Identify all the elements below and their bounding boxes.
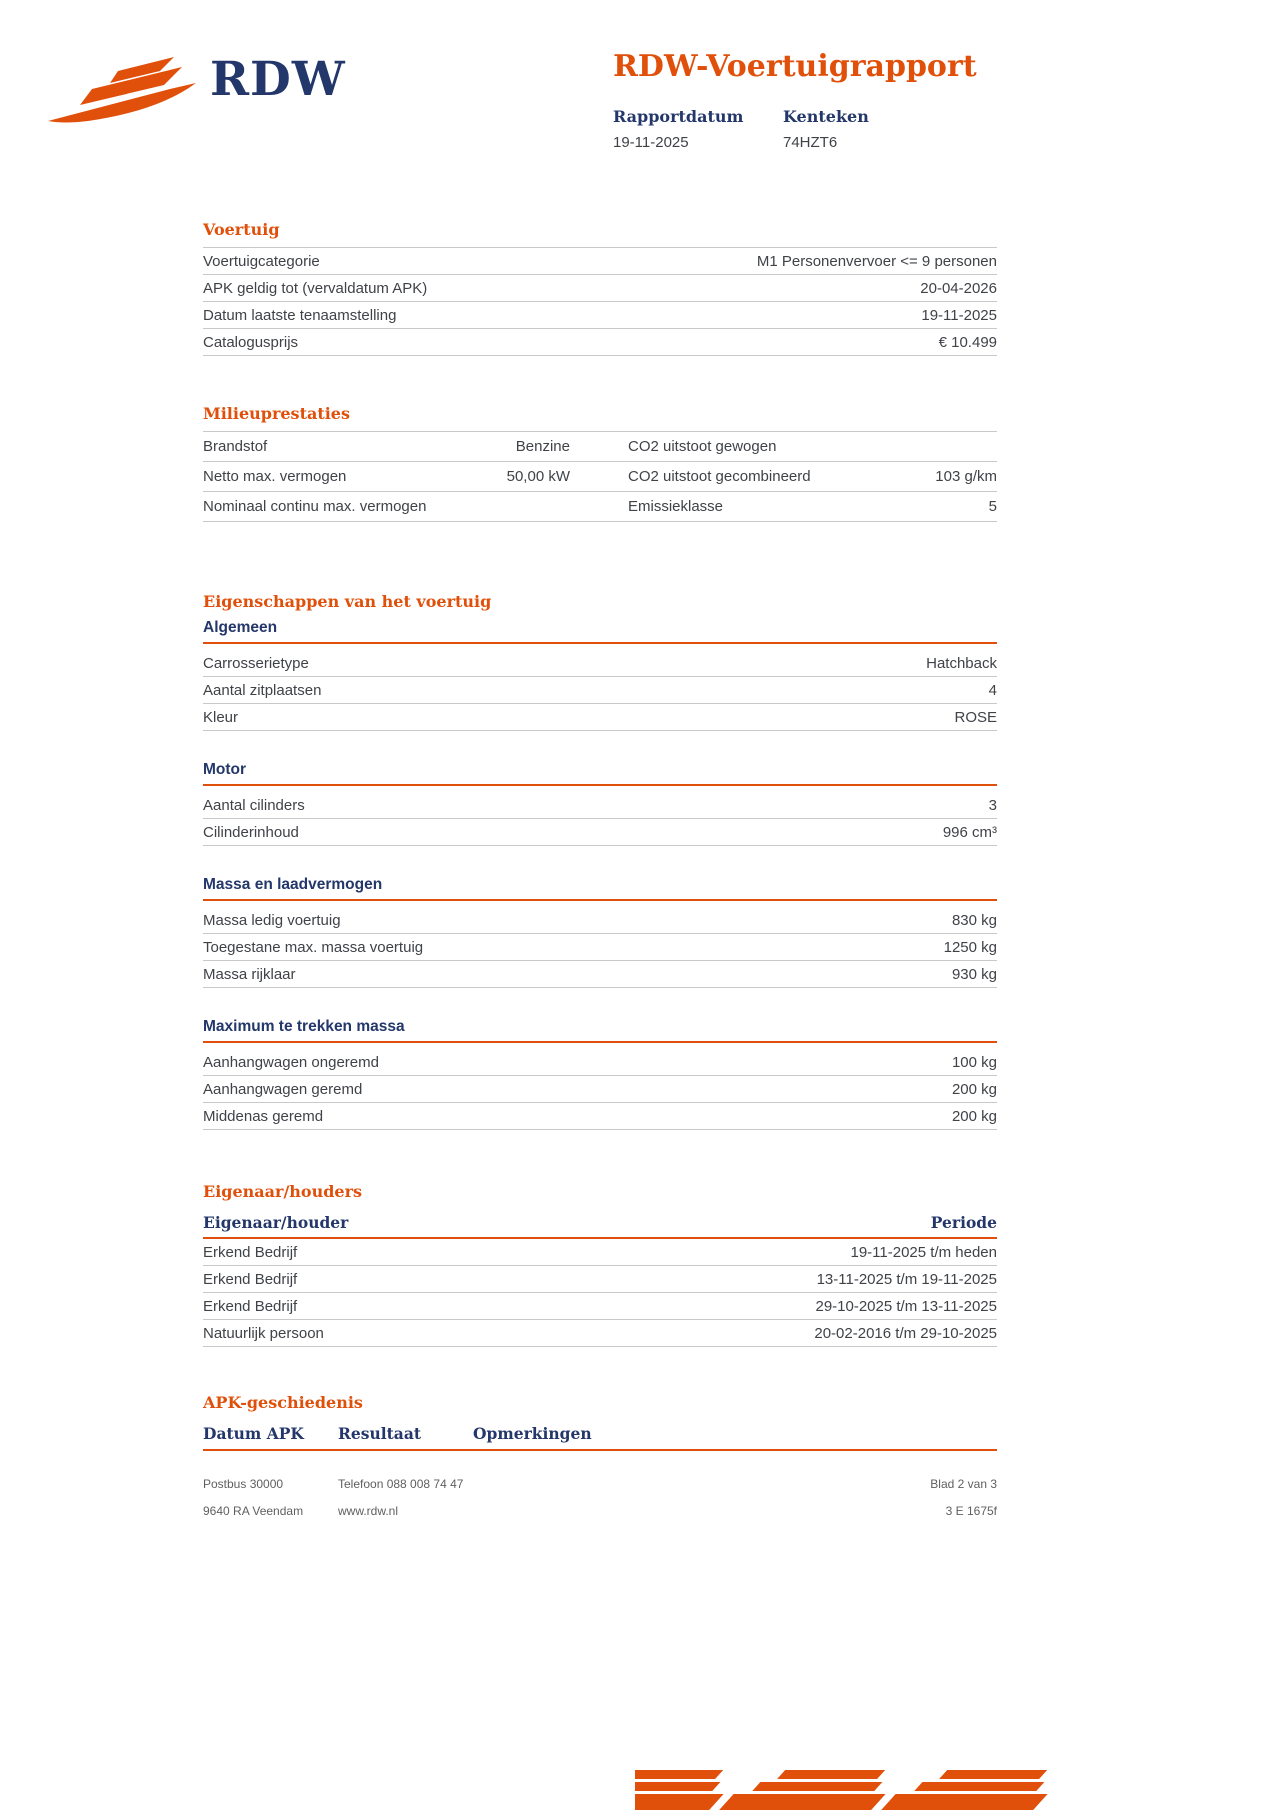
row-value: 200 kg (951, 1080, 997, 1098)
rdw-logo (46, 54, 346, 134)
footer-website: www.rdw.nl (338, 1504, 399, 1518)
rdw-stripes-icon (635, 1768, 1115, 1812)
row-label: Kleur (203, 708, 239, 726)
row-label: Brandstof (203, 438, 268, 455)
row-value: ROSE (954, 708, 997, 726)
section-apk (203, 1393, 997, 1451)
table-row (203, 907, 997, 934)
apk-column-resultaat: Resultaat (338, 1424, 422, 1443)
footer-doc-code: 3 E 1675f (945, 1504, 997, 1518)
table-row (203, 1293, 997, 1320)
owner-column-header: Eigenaar/houder (203, 1213, 349, 1232)
row-label: Aantal zitplaatsen (203, 681, 322, 699)
subsection-trekken (203, 1018, 997, 1130)
row-value: 5 (988, 498, 997, 515)
row-value: 1250 kg (943, 938, 997, 956)
report-date-value: 19-11-2025 (613, 134, 689, 151)
table-row (203, 934, 997, 961)
table-row (203, 961, 997, 988)
table-row (203, 432, 997, 462)
rdw-stripes-graphic (635, 1768, 1115, 1812)
table-row (203, 677, 997, 704)
row-label: Middenas geremd (203, 1107, 324, 1125)
table-row (203, 1266, 997, 1293)
license-plate-label: Kenteken (783, 107, 869, 126)
section-eigenschappen (203, 592, 997, 1130)
report-body (0, 220, 1280, 1518)
table-row (203, 302, 997, 329)
table-row (203, 819, 997, 846)
row-value: 200 kg (951, 1107, 997, 1125)
table-row (203, 329, 997, 356)
owner-period: 20-02-2016 t/m 29-10-2025 (814, 1324, 997, 1342)
row-label: CO2 uitstoot gewogen (628, 438, 777, 455)
row-label: Aanhangwagen geremd (203, 1080, 363, 1098)
footer-page-number: Blad 2 van 3 (930, 1477, 997, 1491)
table-row (203, 704, 997, 731)
section-eigenaar (203, 1182, 997, 1347)
row-value: M1 Personenvervoer <= 9 personen (756, 252, 997, 270)
owner-period: 19-11-2025 t/m heden (850, 1243, 997, 1261)
page-title: RDW-Voertuigrapport (613, 49, 977, 84)
owner-name: Erkend Bedrijf (203, 1297, 298, 1315)
footer-address-line2: 9640 RA Veendam (203, 1504, 304, 1518)
section-heading-voertuig: Voertuig (203, 220, 280, 239)
table-row (203, 462, 997, 492)
table-row (203, 792, 997, 819)
row-label: Emissieklasse (628, 498, 724, 515)
section-heading-eigenschappen: Eigenschappen van het voertuig (203, 592, 492, 611)
section-voertuig (203, 220, 997, 356)
row-label: Cilinderinhoud (203, 823, 299, 841)
footer-address-line1: Postbus 30000 (203, 1477, 284, 1491)
row-value: 930 kg (951, 965, 997, 983)
row-value: 103 g/km (935, 468, 997, 485)
section-heading-eigenaar: Eigenaar/houders (203, 1182, 363, 1201)
report-date-block (613, 107, 783, 151)
subsection-title-massa: Massa en laadvermogen (203, 876, 997, 901)
apk-column-datum: Datum APK (203, 1424, 304, 1443)
row-label: Aanhangwagen ongeremd (203, 1053, 379, 1071)
table-row (203, 1239, 997, 1266)
row-value: 3 (988, 796, 997, 814)
table-row (203, 492, 997, 522)
row-value: 996 cm³ (942, 823, 997, 841)
table-row (203, 1103, 997, 1130)
row-value: 20-04-2026 (920, 279, 997, 297)
footer-phone: Telefoon 088 008 74 47 (338, 1477, 464, 1491)
row-label: Nominaal continu max. vermogen (203, 498, 427, 515)
row-value: 100 kg (951, 1053, 997, 1071)
report-meta (613, 107, 997, 151)
section-heading-milieuprestaties: Milieuprestaties (203, 404, 350, 423)
row-value: € 10.499 (938, 333, 997, 351)
table-row (203, 275, 997, 302)
subsection-algemeen (203, 619, 997, 731)
table-row (203, 1320, 997, 1347)
table-row (203, 650, 997, 677)
rdw-wing-icon (46, 54, 196, 134)
license-plate-block (783, 107, 869, 151)
owner-period: 13-11-2025 t/m 19-11-2025 (816, 1270, 997, 1288)
owner-name: Erkend Bedrijf (203, 1270, 298, 1288)
row-label: Toegestane max. massa voertuig (203, 938, 424, 956)
subsection-motor (203, 761, 997, 846)
row-value: 50,00 kW (506, 468, 570, 485)
row-label: Netto max. vermogen (203, 468, 347, 485)
period-column-header: Periode (930, 1213, 997, 1232)
report-date-label: Rapportdatum (613, 107, 744, 126)
table-row (203, 1076, 997, 1103)
row-label: Massa rijklaar (203, 965, 296, 983)
section-milieuprestaties (203, 404, 997, 522)
row-label: APK geldig tot (vervaldatum APK) (203, 279, 428, 297)
row-label: Catalogusprijs (203, 333, 299, 351)
row-value: 4 (988, 681, 997, 699)
row-value: Hatchback (926, 654, 997, 672)
subsection-title-motor: Motor (203, 761, 997, 786)
apk-column-opmerkingen: Opmerkingen (473, 1424, 592, 1443)
table-row (203, 1049, 997, 1076)
row-label: Voertuigcategorie (203, 252, 320, 270)
owner-name: Erkend Bedrijf (203, 1243, 298, 1261)
row-value: 830 kg (951, 911, 997, 929)
row-value: Benzine (515, 438, 570, 455)
report-header (0, 0, 1280, 160)
apk-table-header (203, 1420, 997, 1451)
subsection-title-trekken: Maximum te trekken massa (203, 1018, 997, 1043)
owner-name: Natuurlijk persoon (203, 1324, 324, 1342)
row-label: Carrosserietype (203, 654, 309, 672)
row-label: Datum laatste tenaamstelling (203, 306, 397, 324)
owner-period: 29-10-2025 t/m 13-11-2025 (815, 1297, 997, 1315)
subsection-massa (203, 876, 997, 988)
row-value: 19-11-2025 (921, 306, 997, 324)
page-footer (203, 1477, 997, 1518)
table-row (203, 248, 997, 275)
row-label: Massa ledig voertuig (203, 911, 341, 929)
rdw-logo-text: RDW (210, 52, 346, 107)
row-label: CO2 uitstoot gecombineerd (628, 468, 811, 485)
owner-table-header (203, 1209, 997, 1239)
header-right (613, 50, 997, 151)
row-label: Aantal cilinders (203, 796, 305, 814)
subsection-title-algemeen: Algemeen (203, 619, 997, 644)
section-heading-apk: APK-geschiedenis (203, 1393, 363, 1412)
license-plate-value: 74HZT6 (783, 134, 838, 151)
